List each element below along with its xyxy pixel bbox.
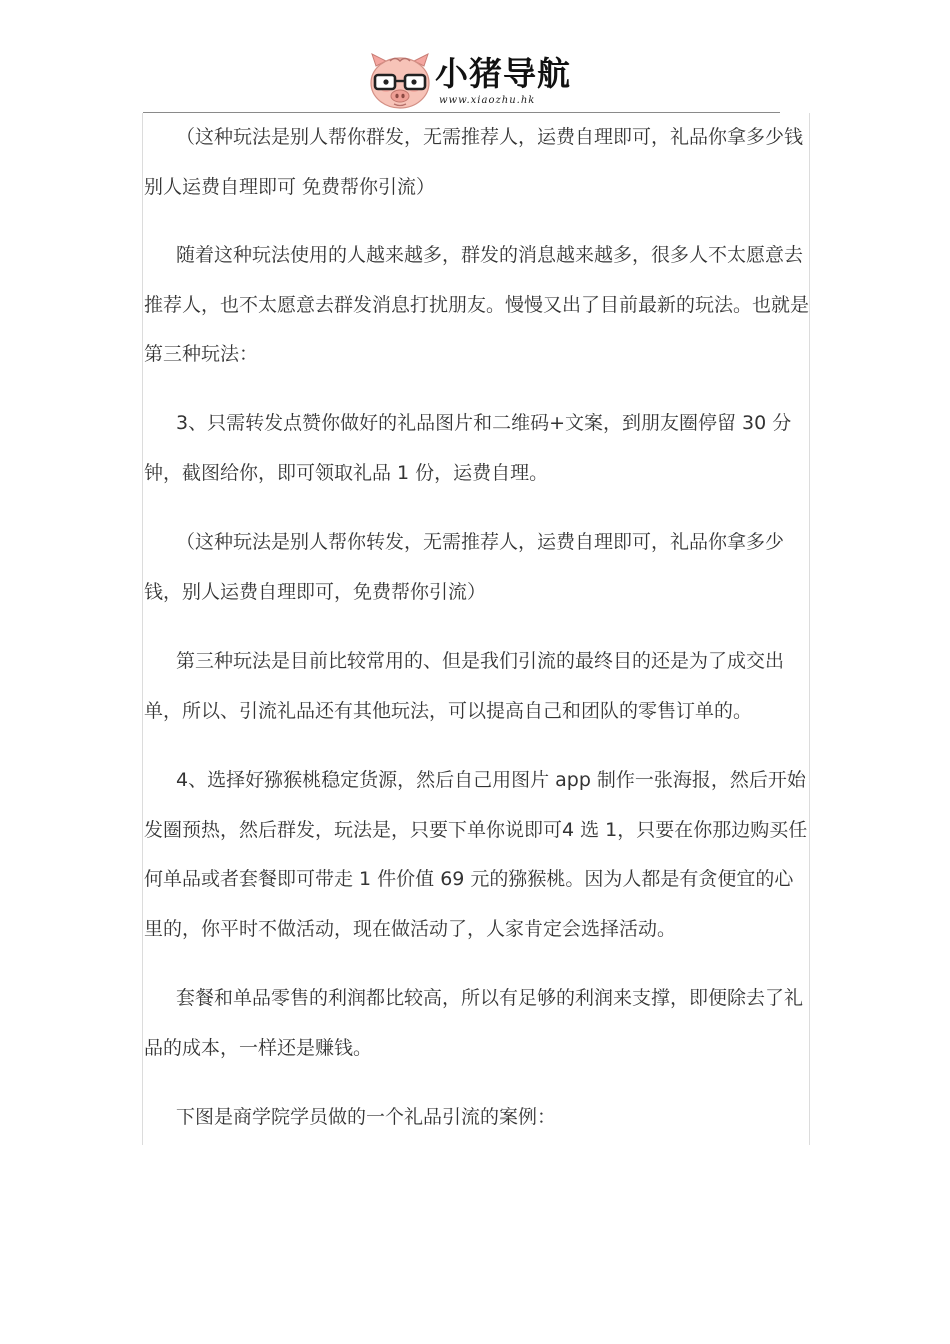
- brand-url[interactable]: www.xiaozhu.hk: [439, 95, 536, 106]
- page-header: [0, 0, 950, 114]
- paragraph-case-intro: 下图是商学院学员做的一个礼品引流的案例：: [176, 1106, 557, 1128]
- document-body: [142, 113, 810, 1145]
- paragraph-method-3: 3、只需转发点赞你做好的礼品图片和二维码+文案，到朋友圈停留 30 分钟，截图给你，即可领取礼品 1 份，运费自理。: [144, 412, 792, 484]
- paragraph-note-repost: （这种玩法是别人帮你转发，无需推荐人，运费自理即可，礼品你拿多少钱，别人运费自理即可，免费帮你引流）: [144, 531, 785, 603]
- site-logo[interactable]: [368, 52, 571, 110]
- paragraph-third-method-intro: 随着这种玩法使用的人越来越多，群发的消息越来越多，很多人不太愿意去推荐人，也不太愿意去群发消息打扰朋友。慢慢又出了目前最新的玩法。也就是第三种玩法：: [144, 244, 810, 366]
- paragraph-note-group-send: （这种玩法是别人帮你群发，无需推荐人，运费自理即可，礼品你拿多少钱别人运费自理即可 免费帮你引流）: [144, 126, 804, 198]
- pig-with-glasses-icon: [368, 52, 432, 110]
- paragraph-third-method-summary: 第三种玩法是目前比较常用的、但是我们引流的最终目的还是为了成交出单，所以、引流礼品还有其他玩法，可以提高自己和团队的零售订单的。: [144, 650, 785, 722]
- brand-name: 小猪导航: [435, 54, 571, 93]
- paragraph-method-4: 4、选择好猕猴桃稳定货源，然后自己用图片 app 制作一张海报，然后开始发圈预热，然后群发，玩法是，只要下单你说即可4 选 1，只要在你那边购买任何单品或者套餐即可带走 1 件价值 69 元的猕猴桃。因为人都是有贪便宜的心里的，你平时不做活动，现在做活动了，人家肯定会选择活动。: [144, 769, 808, 940]
- paragraph-profit: 套餐和单品零售的利润都比较高，所以有足够的利润来支撑，即便除去了礼品的成本，一样还是赚钱。: [144, 987, 804, 1059]
